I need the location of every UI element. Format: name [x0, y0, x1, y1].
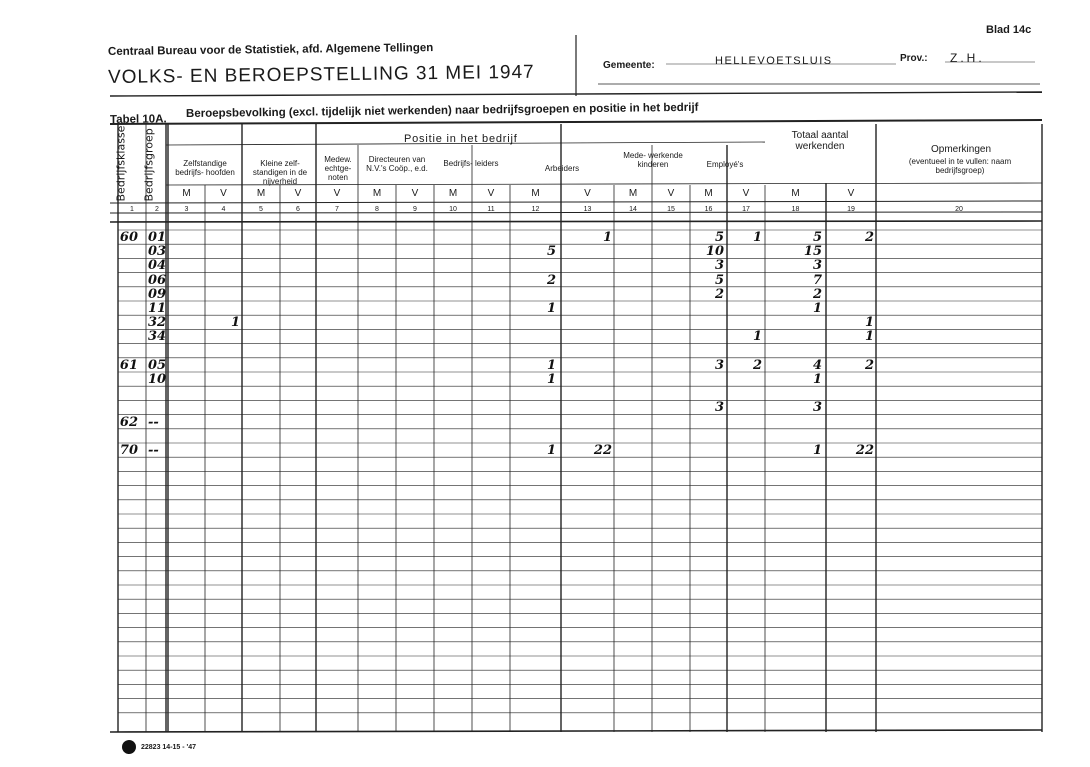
prov-value: Z.H. — [950, 51, 985, 65]
column-number: 20 — [955, 206, 963, 213]
column-number: 15 — [667, 206, 675, 213]
cell-value: 2 — [752, 357, 762, 373]
column-number: 11 — [487, 206, 495, 213]
mv-label: V — [847, 188, 855, 199]
totaal-header: Totaal aantal werkenden — [791, 130, 849, 153]
bedrijfsgroep-value: 01 — [148, 230, 167, 245]
bedrijfsgroep-value: -- — [148, 414, 159, 430]
bedrijfsgroep-value: 10 — [148, 372, 167, 387]
column-number: 13 — [583, 206, 592, 213]
cell-value: 15 — [803, 244, 822, 260]
prov-label: Prov.: — [900, 53, 928, 64]
arbeiders-header: Arbeiders — [544, 164, 580, 173]
table-title: Beroepsbevolking (excl. tijdelijk niet werkenden) naar bedrijfsgroepen en positie in het bedrijf — [185, 101, 699, 120]
cell-value: 1 — [546, 443, 556, 458]
mv-label: M — [791, 188, 800, 199]
cell-value: 1 — [602, 230, 612, 245]
cell-value: 1 — [864, 315, 874, 331]
bedrijfsklasse-header: Bedrijfsklasse — [114, 125, 128, 202]
cell-value: 5 — [812, 230, 822, 245]
gemeente-value: HELLEVOETSLUIS — [715, 55, 833, 67]
bureau-name: Centraal Bureau voor de Statistiek, afd. Algemene Tellingen — [107, 42, 434, 58]
cell-value: 1 — [752, 230, 762, 245]
column-number: 16 — [704, 206, 713, 213]
sheet-number: Blad 14c — [986, 24, 1032, 36]
bedrijfsgroep-value: 06 — [148, 272, 167, 288]
mv-label: V — [220, 188, 227, 199]
positie-header: Positie in het bedrijf — [404, 133, 518, 145]
cell-value: 3 — [812, 258, 822, 274]
form-title: VOLKS- EN BEROEPSTELLING 31 MEI 1947 — [107, 61, 535, 88]
mv-label: M — [182, 188, 191, 199]
bedrijfsgroep-value: 32 — [148, 315, 167, 331]
zelfstandige-header: Zelfstandige bedrijfs- hoofden — [175, 159, 235, 177]
column-number: 12 — [531, 206, 540, 213]
bedrijfsgroep-value: 11 — [148, 301, 167, 316]
employes-header: Employé's — [706, 160, 744, 169]
column-number: 18 — [791, 206, 800, 213]
cell-value: 7 — [812, 272, 822, 288]
cell-value: 2 — [546, 272, 556, 288]
medewerkende-kinderen-header: Mede- werkende kinderen — [623, 151, 683, 169]
cell-value: 3 — [714, 357, 724, 373]
cell-value: 2 — [812, 286, 822, 302]
cell-value: 1 — [812, 301, 822, 316]
mv-label: V — [667, 188, 675, 199]
mv-label: V — [294, 188, 302, 199]
cell-value: 22 — [593, 443, 612, 458]
bedrijfsgroep-value: 34 — [148, 329, 167, 345]
cell-value: 1 — [812, 443, 822, 458]
column-number: 19 — [847, 206, 855, 213]
column-number: 14 — [629, 206, 637, 213]
directeuren-header: Directeuren van N.V.'s Coöp., e.d. — [366, 155, 428, 173]
column-number: 10 — [449, 206, 457, 213]
column-number: 7 — [335, 206, 339, 213]
mv-label: M — [372, 188, 382, 199]
cell-value: 1 — [546, 301, 556, 316]
bedrijfsgroep-value: 09 — [148, 286, 167, 302]
mv-label: M — [448, 188, 458, 199]
column-number: 3 — [184, 206, 189, 213]
mv-label: V — [411, 188, 419, 199]
mv-label: V — [487, 188, 495, 199]
bedrijfsgroep-value: 03 — [148, 244, 167, 260]
kleine-zelfstandigen-header: Kleine zelf- standigen in de nijverheid — [252, 159, 308, 186]
cell-value: 5 — [546, 244, 556, 260]
bedrijfsklasse-value: 70 — [119, 443, 138, 458]
cell-value: 1 — [230, 315, 240, 331]
cell-value: 4 — [812, 357, 822, 373]
cell-value: 10 — [705, 244, 724, 260]
cell-value: 1 — [546, 357, 556, 373]
bedrijfsklasse-value: 62 — [119, 414, 138, 430]
column-number: 2 — [155, 206, 159, 213]
printer-logo-icon — [122, 740, 136, 754]
bedrijfsklasse-value: 61 — [119, 357, 138, 373]
cell-value: 5 — [714, 272, 724, 288]
cell-value: 3 — [812, 400, 822, 416]
mv-label: M — [531, 188, 540, 199]
mv-label: V — [584, 188, 591, 199]
column-number: 8 — [375, 206, 379, 213]
opmerkingen-header: Opmerkingen — [930, 144, 992, 155]
cell-value: 22 — [855, 443, 874, 458]
cell-value: 2 — [864, 357, 874, 373]
cell-value: 1 — [812, 372, 822, 387]
medew-echtgenoten-header: Medew. echtge- noten — [324, 155, 352, 182]
opmerkingen-note: (eventueel in te vullen: naam bedrijfsgroep) — [908, 157, 1012, 175]
column-number: 17 — [742, 206, 750, 213]
bedrijfsgroep-value: -- — [148, 443, 159, 458]
mv-label: V — [742, 188, 750, 199]
mv-label: M — [628, 188, 638, 199]
cell-value: 5 — [714, 230, 724, 245]
header-bottom-rule — [110, 221, 1042, 222]
column-number: 1 — [130, 206, 134, 213]
cell-value: 2 — [864, 230, 874, 245]
cell-value: 1 — [752, 329, 762, 345]
mv-label: M — [256, 188, 266, 199]
column-number: 5 — [259, 206, 263, 213]
cell-value: 1 — [546, 372, 556, 387]
mv-label: V — [333, 188, 341, 199]
cell-value: 1 — [864, 329, 874, 345]
bedrijfsklasse-value: 60 — [119, 230, 138, 245]
column-number: 4 — [221, 206, 226, 213]
column-number: 9 — [413, 206, 417, 213]
bedrijfsgroep-value: 05 — [148, 357, 167, 373]
cell-value: 3 — [714, 258, 724, 274]
bedrijfsgroep-header: Bedrijfsgroep — [142, 128, 156, 202]
bedrijfsleiders-header: Bedrijfs- leiders — [443, 159, 499, 168]
cell-value: 3 — [714, 400, 724, 416]
table-label: Tabel 10A. — [109, 113, 167, 126]
print-code: 22823 14-15 - '47 — [141, 744, 196, 751]
gemeente-label: Gemeente: — [603, 60, 655, 71]
cell-value: 2 — [714, 286, 724, 302]
mv-label: M — [704, 188, 713, 199]
bedrijfsgroep-value: 04 — [148, 258, 167, 274]
column-number: 6 — [296, 206, 300, 213]
